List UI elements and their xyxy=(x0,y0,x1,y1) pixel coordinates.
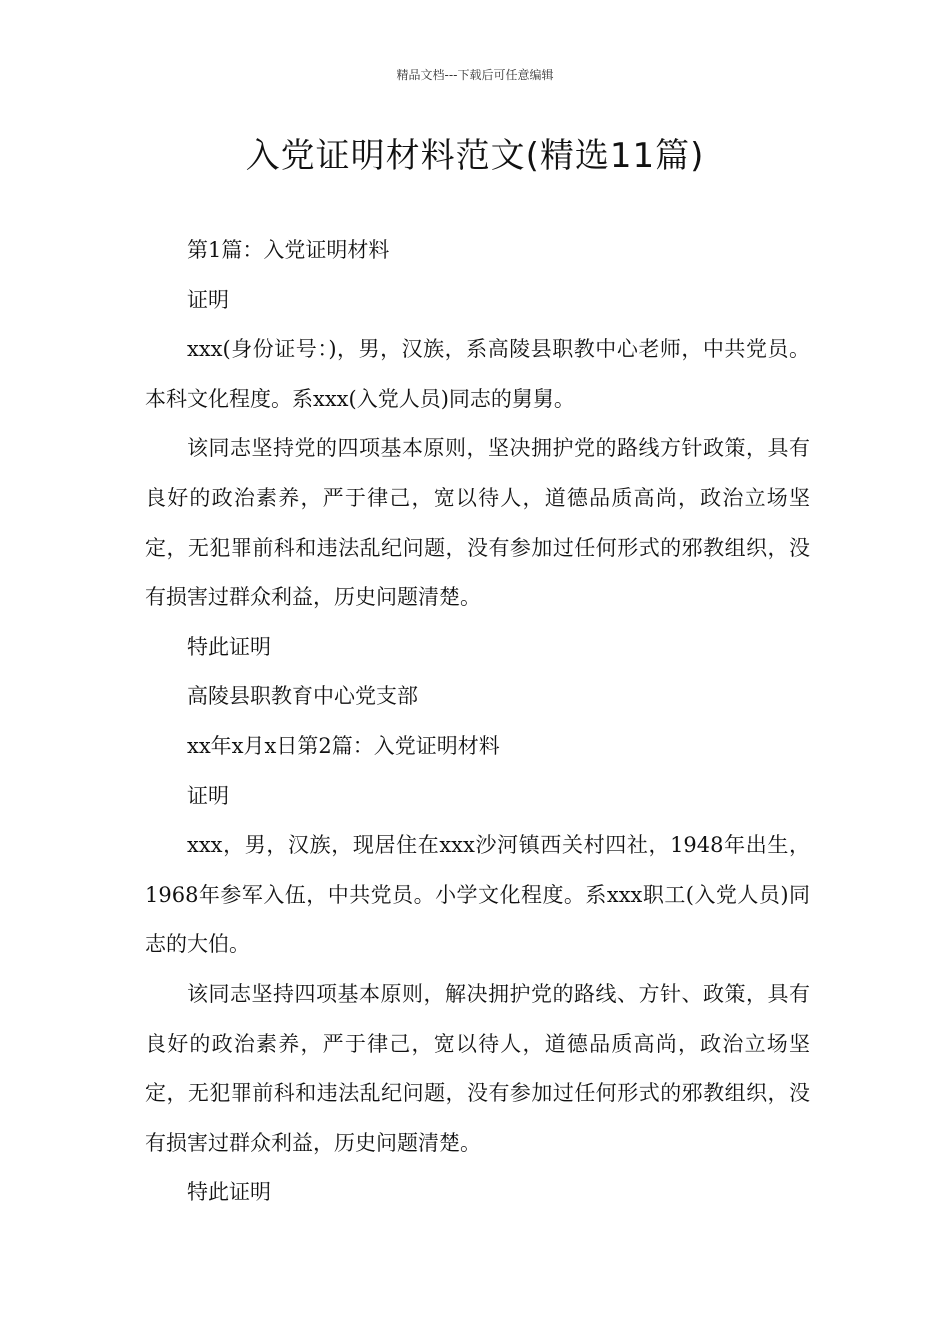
certificate-label: 证明 xyxy=(187,287,229,312)
signature-organization: 高陵县职教育中心党支部 xyxy=(187,684,418,709)
paragraph: xxx，男，汉族，现居住在xxx沙河镇西关村四社，1948年出生，1968年参军入伍，中共党员。小学文化程度。系xxx职工(入党人员)同志的大伯。 xyxy=(145,833,810,957)
document-body xyxy=(145,226,810,1218)
paragraph: 该同志坚持党的四项基本原则，坚决拥护党的路线方针政策，具有良好的政治素养，严于律己，宽以待人，道德品质高尚，政治立场坚定，无犯罪前科和违法乱纪问题，没有参加过任何形式的邪教组织，没有损害过群众利益，历史问题清楚。 xyxy=(145,436,810,610)
closing-line: 特此证明 xyxy=(187,634,271,659)
certificate-label: 证明 xyxy=(187,783,229,808)
document-title: 入党证明材料范文(精选11篇) xyxy=(245,136,705,176)
paragraph: xxx(身份证号：)，男，汉族，系高陵县职教中心老师，中共党员。本科文化程度。系xxx(入党人员)同志的舅舅。 xyxy=(145,337,810,411)
section-heading-1: 第1篇：入党证明材料 xyxy=(187,238,390,262)
page-header: 精品文档---下载后可任意编辑 xyxy=(396,68,554,82)
closing-line: 特此证明 xyxy=(187,1180,271,1205)
paragraph: 该同志坚持四项基本原则，解决拥护党的路线、方针、政策，具有良好的政治素养，严于律己，宽以待人，道德品质高尚，政治立场坚定，无犯罪前科和违法乱纪问题，没有参加过任何形式的邪教组织，没有损害过群众利益，历史问题清楚。 xyxy=(145,981,810,1155)
date-and-section-heading-2: xx年x月x日第2篇：入党证明材料 xyxy=(187,733,500,758)
